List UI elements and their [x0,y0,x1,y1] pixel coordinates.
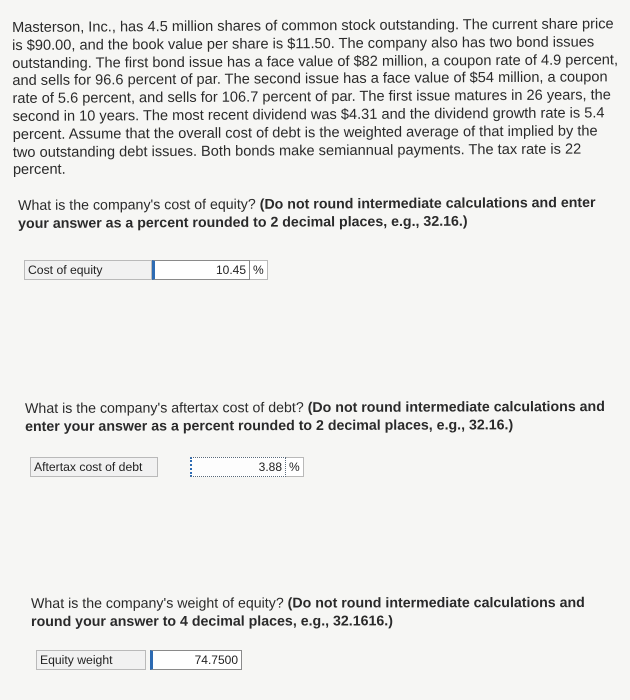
equity-weight-input[interactable]: 74.7500 [150,650,242,670]
percent-unit: % [250,260,268,280]
question-prompt: What is the company's cost of equity? [18,196,256,214]
answer-row-cost-of-equity [24,260,268,280]
question-prompt: What is the company's weight of equity? [31,595,284,612]
aftertax-cost-of-debt-input[interactable]: 3.88 [190,457,286,477]
question-cost-of-equity [18,195,608,233]
answer-row-equity-weight [36,650,242,670]
answer-label: Equity weight [36,650,146,670]
answer-label: Aftertax cost of debt [30,457,158,477]
answer-label: Cost of equity [24,260,152,280]
question-prompt: What is the company's aftertax cost of debt? [25,400,304,417]
question-weight-of-equity [31,595,616,631]
answer-row-aftertax-cost-of-debt [30,457,304,477]
problem-statement: Masterson, Inc., has 4.5 million shares of common stock outstanding. The current share price is $90.00, and the book value per share is $11.50. The company also has two bond issues outstanding. The first bond issue has a face value of $82 million, a coupon rate of 4.9 percent, and sells for 96.6 percent of par. The second issue has a face value of $54 million, a coupon rate of 5.6 percent, and sells for 106.7 percent of par. The first issue matures in 26 years, the second in 10 years. The most recent dividend was $4.31 and the dividend growth rate is 5.4 percent. Assume that the overall cost of debt is the weighted average of that implied by the two outstanding debt issues. Both bonds make semiannual payments. The tax rate is 22 percent. [12,16,619,179]
percent-unit: % [286,457,304,477]
question-aftertax-cost-of-debt [25,399,615,436]
question-instruction: (Do not round intermediate calculations and round your answer to 4 decimal places, e.g., 32.1616.) [31,595,585,630]
question-instruction: (Do not round intermediate calculations and enter your answer as a percent rounded to 2 decimal places, e.g., 32.16.) [25,398,605,435]
cost-of-equity-input[interactable]: 10.45 [152,260,250,280]
question-instruction: (Do not round intermediate calculations and enter your answer as a percent rounded to 2 decimal places, e.g., 32.16.) [18,194,596,232]
